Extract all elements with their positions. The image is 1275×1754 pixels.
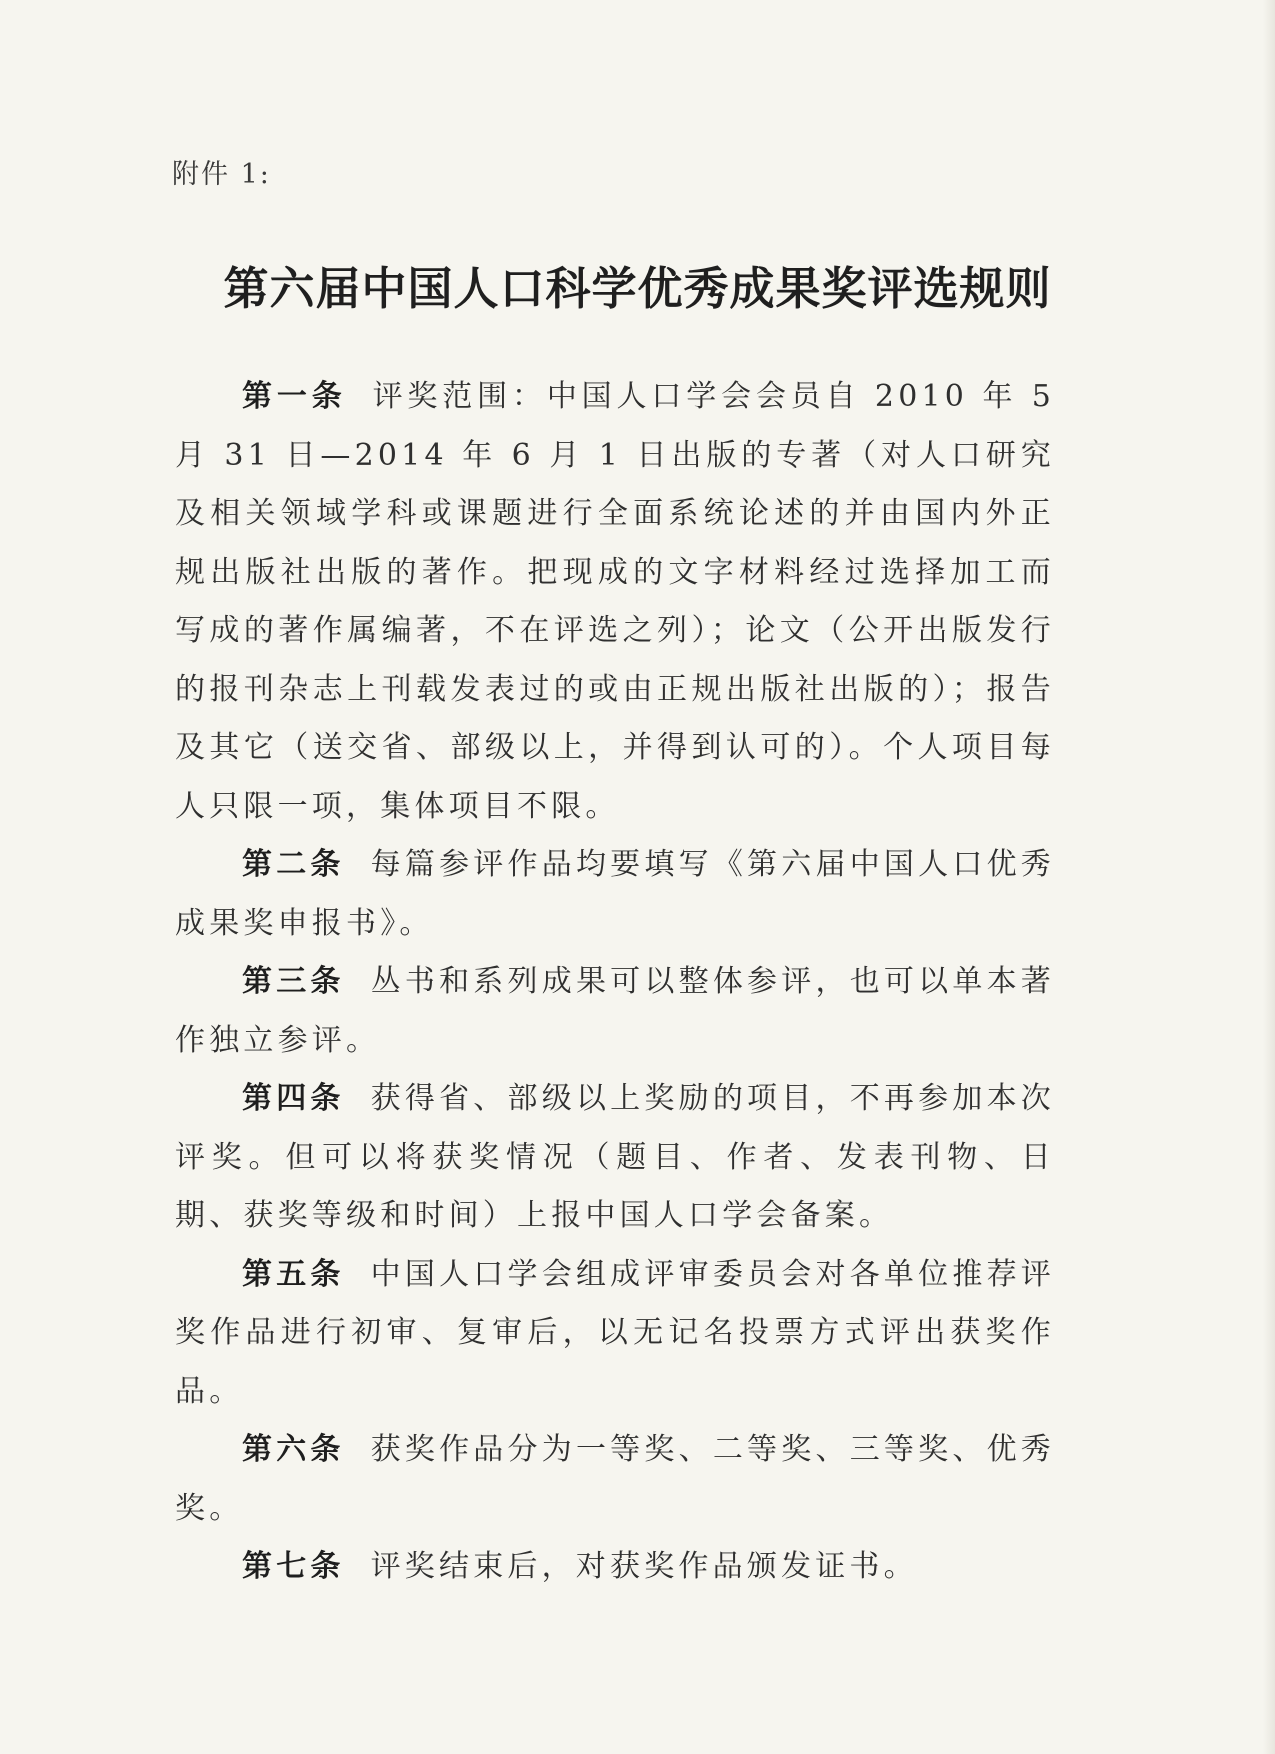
article-number: 第二条 [242, 847, 345, 882]
article-text: 中国人口学会组成评审委员会对各单位推荐评奖作品进行初审、复审后，以无记名投票方式评出获奖作品。 [175, 1256, 1055, 1409]
article-list [175, 368, 1055, 1597]
article-number: 第一条 [242, 379, 347, 414]
article-number: 第五条 [242, 1256, 345, 1292]
article-5 [175, 1246, 1055, 1422]
article-text: 评奖范围：中国人口学会会员自 2010 年 5 月 31 日—2014 年 6 月 1 日出版的专著（对人口研究及相关领域学科或课题进行全面系统论述的并由国内外正规出版社出版的著作。把现成的文字材料经过选择加工而写成的著作属编著，不在评选之列）；论文（公开出版发行的报刊杂志上刊载发表过的或由正规出版社出版的）；报告及其它（送交省、部级以上，并得到认可的）。个人项目每人只限一项，集体项目不限。 [175, 379, 1055, 824]
article-7 [175, 1538, 1055, 1597]
article-4 [175, 1070, 1055, 1246]
article-text: 每篇参评作品均要填写《第六届中国人口优秀成果奖申报书》。 [175, 847, 1055, 941]
article-number: 第四条 [242, 1081, 345, 1116]
attachment-label: 附件 1: [172, 159, 271, 190]
article-text: 获得省、部级以上奖励的项目，不再参加本次评奖。但可以将获奖情况（题目、作者、发表刊物、日期、获奖等级和时间）上报中国人口学会备案。 [175, 1081, 1055, 1233]
article-number: 第六条 [242, 1432, 345, 1467]
article-2 [175, 836, 1055, 953]
article-1 [175, 368, 1055, 836]
article-number: 第三条 [242, 964, 345, 999]
article-number: 第七条 [242, 1549, 345, 1584]
article-6 [175, 1421, 1055, 1538]
article-text: 获奖作品分为一等奖、二等奖、三等奖、优秀奖。 [175, 1432, 1055, 1526]
article-text: 丛书和系列成果可以整体参评，也可以单本著作独立参评。 [175, 964, 1055, 1058]
document-title: 第六届中国人口科学优秀成果奖评选规则 [223, 262, 1052, 315]
article-3 [175, 953, 1055, 1070]
article-text: 评奖结束后，对获奖作品颁发证书。 [370, 1549, 918, 1584]
